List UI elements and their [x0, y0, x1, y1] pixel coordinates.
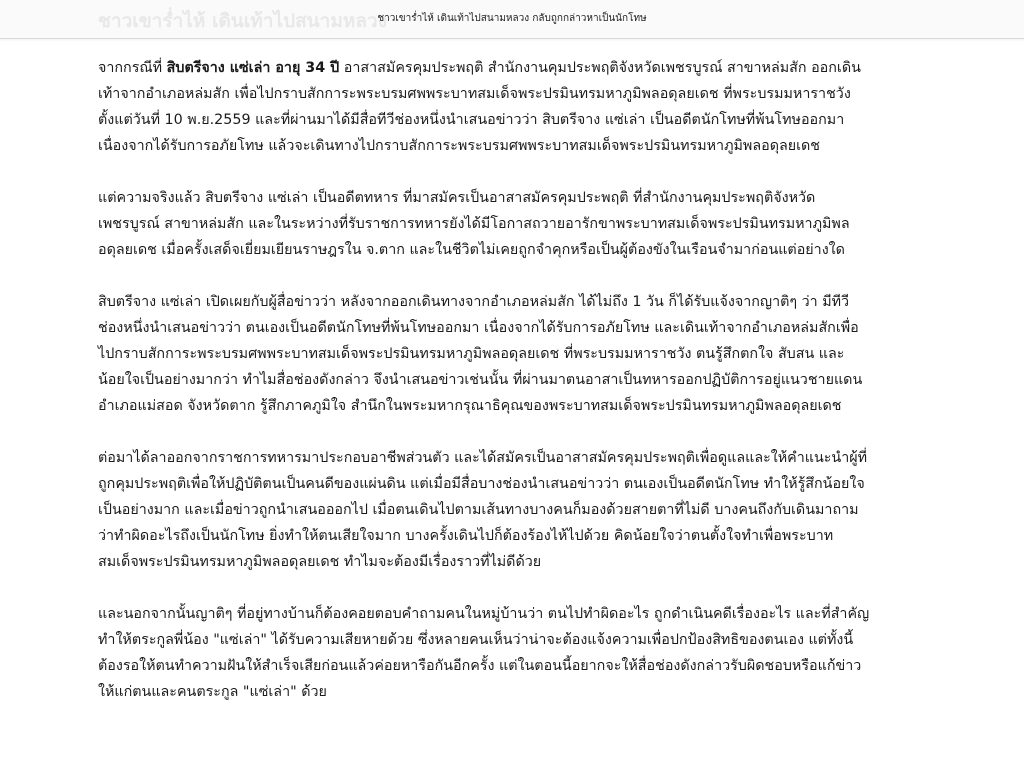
article-paragraph-4: ต่อมาได้ลาออกจากราชการทหารมาประกอบอาชีพส่วนตัว และได้สมัครเป็นอาสาสมัครคุมประพฤติเพื่อดูแลและให้คำแนะนำผู้ที่ถูกคุมประพฤติเพื่อให้ปฏิบัติตนเป็นคนดีของแผ่นดิน แต่เมื่อมีสื่อบางช่องนำเสนอข่าวว่า ตนเองเป็นอดีตนักโทษ ทำให้รู้สึกน้อยใจเป็นอย่างมาก และเมื่อข่าวถูกนำเสนอออกไป เมื่อตนเดินไปตามเส้นทางบางคนก็มองด้วยสายตาที่ไม่ดี บางคนถึงกับเดินมาถามว่าทำผิดอะไรถึงเป็นนักโทษ ยิ่งทำให้ตนเสียใจมาก บางครั้งเดินไปก็ต้องร้องไห้ไปด้วย คิดน้อยใจว่าตนตั้งใจทำเพื่อพระบาทสมเด็จพระปรมินทรมหาภูมิพลอดุลยเดช ทำไมจะต้องมีเรื่องราวที่ไม่ดีด้วย: [98, 450, 868, 570]
page-title: ชาวเขาร่ำไห้ เดินเท้าไปสนามหลวง กลับถูกกล่าวหาเป็นนักโทษ: [377, 13, 647, 24]
lead-prefix: จากกรณีที่: [98, 60, 167, 76]
background-headline: ชาวเขาร่ำไห้ เดินเท้าไปสนามหลวง: [98, 10, 387, 32]
article-paragraph-5: และนอกจากนั้นญาติๆ ที่อยู่ทางบ้านก็ต้องคอยตอบคำถามคนในหมู่บ้านว่า ตนไปทำผิดอะไร ถูกดำเนินคดีเรื่องอะไร และที่สำคัญทำให้ตระกูลพี่น้อง "แซ่เล่า" ได้รับความเสียหายด้วย ซึ่งหลายคนเห็นว่าน่าจะต้องแจ้งความเพื่อปกป้องสิทธิของตนเอง แต่ทั้งนี้ต้องรอให้ตนทำความฝันให้สำเร็จเสียก่อนแล้วค่อยหารือกันอีกครั้ง แต่ในตอนนี้อยากจะให้สื่อช่องดังกล่าวรับผิดชอบหรือแก้ข่าวให้แก่ตนและคนตระกูล "แซ่เล่า" ด้วย: [98, 606, 870, 700]
paragraph-text: อาสาสมัครคุมประพฤติ สำนักงานคุมประพฤติจังหวัดเพชรบูรณ์ สาขาหล่มสัก ออกเดินเท้าจากอำเภอหล่มสัก เพื่อไปกราบสักการะพระบรมศพพระบาทสมเด็จพระปรมินทรมหาภูมิพลอดุลยเดช ที่พระบรมมหาราชวัง ตั้งแต่วันที่ 10 พ.ย.2559 และที่ผ่านมาได้มีสื่อทีวีช่องหนึ่งนำเสนอข่าวว่า สิบตรีจาง แซ่เล่า เป็นอดีตนักโทษที่พ้นโทษออกมา เนื่องจากได้รับการอภัยโทษ แล้วจะเดินทางไปกราบสักการะพระบรมศพพระบาทสมเด็จพระปรมินทรมหาภูมิพลอดุลยเดช: [98, 60, 861, 154]
lead-name: สิบตรีจาง แซ่เล่า อายุ 34 ปี: [166, 60, 340, 76]
article-paragraph-2: แต่ความจริงแล้ว สิบตรีจาง แซ่เล่า เป็นอดีตทหาร ที่มาสมัครเป็นอาสาสมัครคุมประพฤติ ที่สำนักงานคุมประพฤติจังหวัดเพชรบูรณ์ สาขาหล่มสัก และในระหว่างที่รับราชการทหารยังได้มีโอกาสถวายอารักขาพระบาทสมเด็จพระปรมินทรมหาภูมิพลอดุลยเดช เมื่อครั้งเสด็จเยี่ยมเยียนราษฎรใน จ.ตาก และในชีวิตไม่เคยถูกจำคุกหรือเป็นผู้ต้องขังในเรือนจำมาก่อนแต่อย่างใด: [98, 190, 850, 258]
top-header-bar: [0, 0, 1024, 39]
article-body: [98, 55, 873, 731]
article-paragraph-3: สิบตรีจาง แซ่เล่า เปิดเผยกับผู้สื่อข่าวว่า หลังจากออกเดินทางจากอำเภอหล่มสัก ได้ไม่ถึง 1 วัน ก็ได้รับแจ้งจากญาติๆ ว่า มีทีวีช่องหนึ่งนำเสนอข่าวว่า ตนเองเป็นอดีตนักโทษที่พ้นโทษออกมา เนื่องจากได้รับการอภัยโทษ และเดินเท้าจากอำเภอหล่มสักเพื่อไปกราบสักการะพระบรมศพพระบาทสมเด็จพระปรมินทรมหาภูมิพลอดุลยเดช ที่พระบรมมหาราชวัง ตนรู้สึกตกใจ สับสน และน้อยใจเป็นอย่างมากว่า ทำไมสื่อช่องดังกล่าว จึงนำเสนอข่าวเช่นนั้น ที่ผ่านมาตนอาสาเป็นทหารออกปฏิบัติการอยู่แนวชายแดน อำเภอแม่สอด จังหวัดตาก รู้สึกภาคภูมิใจ สำนึกในพระมหากรุณาธิคุณของพระบาทสมเด็จพระปรมินทรมหาภูมิพลอดุลยเดช: [98, 294, 863, 414]
article-paragraph-1: [98, 55, 873, 159]
